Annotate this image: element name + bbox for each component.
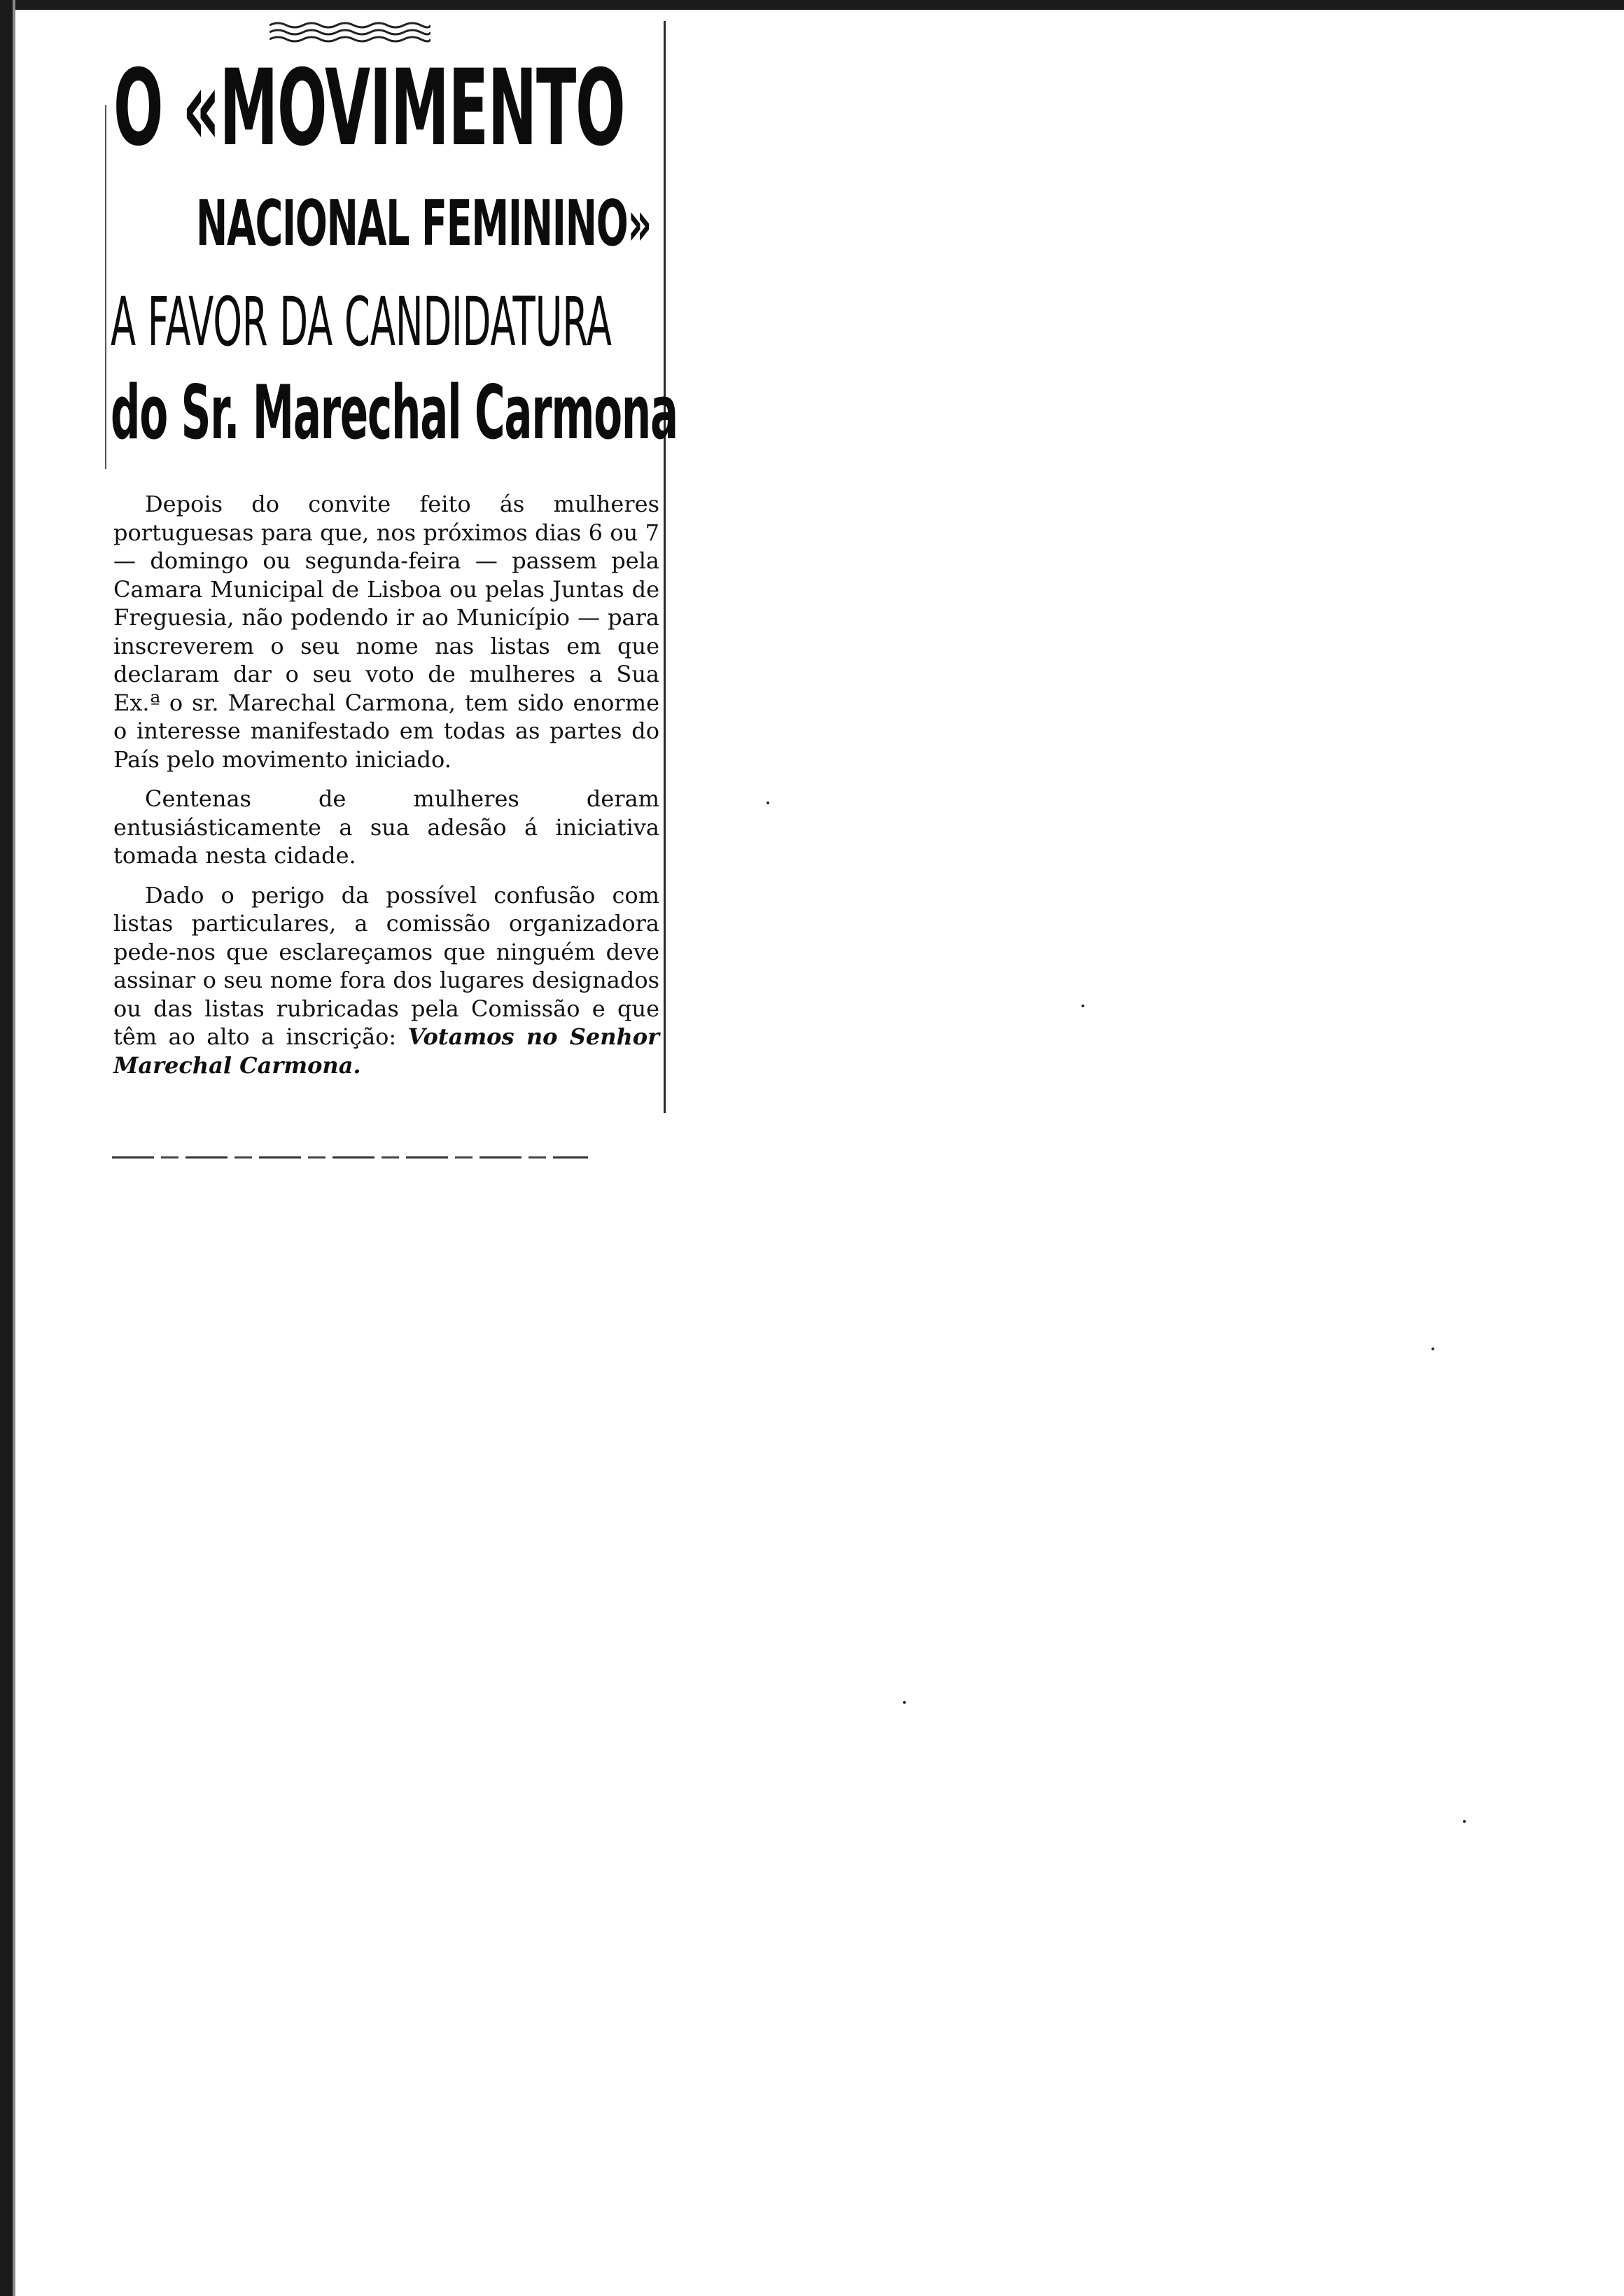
scan-top-edge xyxy=(0,0,1624,10)
article-paragraph-3 xyxy=(113,881,659,1080)
article-closing-inscription: Votamos no Senhor Marechal Carmona. xyxy=(113,1023,659,1079)
scan-left-edge-shadow xyxy=(13,0,15,2296)
headline-line-4: do Sr. Marechal Carmona xyxy=(111,370,678,456)
headline-line-3: A FAVOR DA CANDIDATURA xyxy=(111,283,612,361)
headline-line-1: O «MOVIMENTO xyxy=(113,48,625,169)
scan-speck xyxy=(903,1701,906,1704)
scan-speck xyxy=(1432,1348,1434,1350)
scan-left-edge xyxy=(0,0,13,2296)
headline-line-2: NACIONAL FEMININO» xyxy=(196,187,652,260)
scan-speck xyxy=(766,802,769,804)
article-paragraph-3-text: Dado o perigo da possível confusão com listas particulares, a comissão organizadora pede-nos que esclareçamos que ninguém deve assinar o seu nome fora dos lugares designados ou das listas rubricadas pela Comissão e que têm ao alto a inscrição: xyxy=(113,881,659,1050)
scan-speck xyxy=(1463,1820,1466,1823)
clipping-bottom-rule xyxy=(112,1156,588,1158)
article-body xyxy=(113,490,659,1091)
newspaper-clipping xyxy=(105,48,678,1141)
article-paragraph-2: Centenas de mulheres deram entusiásticamente a sua adesão á iniciativa tomada nesta cidade. xyxy=(113,785,659,869)
article-paragraph-1: Depois do convite feito ás mulheres portuguesas para que, nos próximos dias 6 ou 7 — domingo ou segunda-feira — passem pela Camara Municipal de Lisboa ou pelas Juntas de Freguesia, não podendo ir ao Município — para inscreverem o seu nome nas listas em que declaram dar o seu voto de mulheres a Sua Ex.ª o sr. Marechal Carmona, tem sido enorme o interesse manifestado em todas as partes do País pelo movimento iniciado. xyxy=(113,491,659,773)
header-ornament xyxy=(270,21,430,45)
scan-speck xyxy=(1082,1004,1084,1007)
